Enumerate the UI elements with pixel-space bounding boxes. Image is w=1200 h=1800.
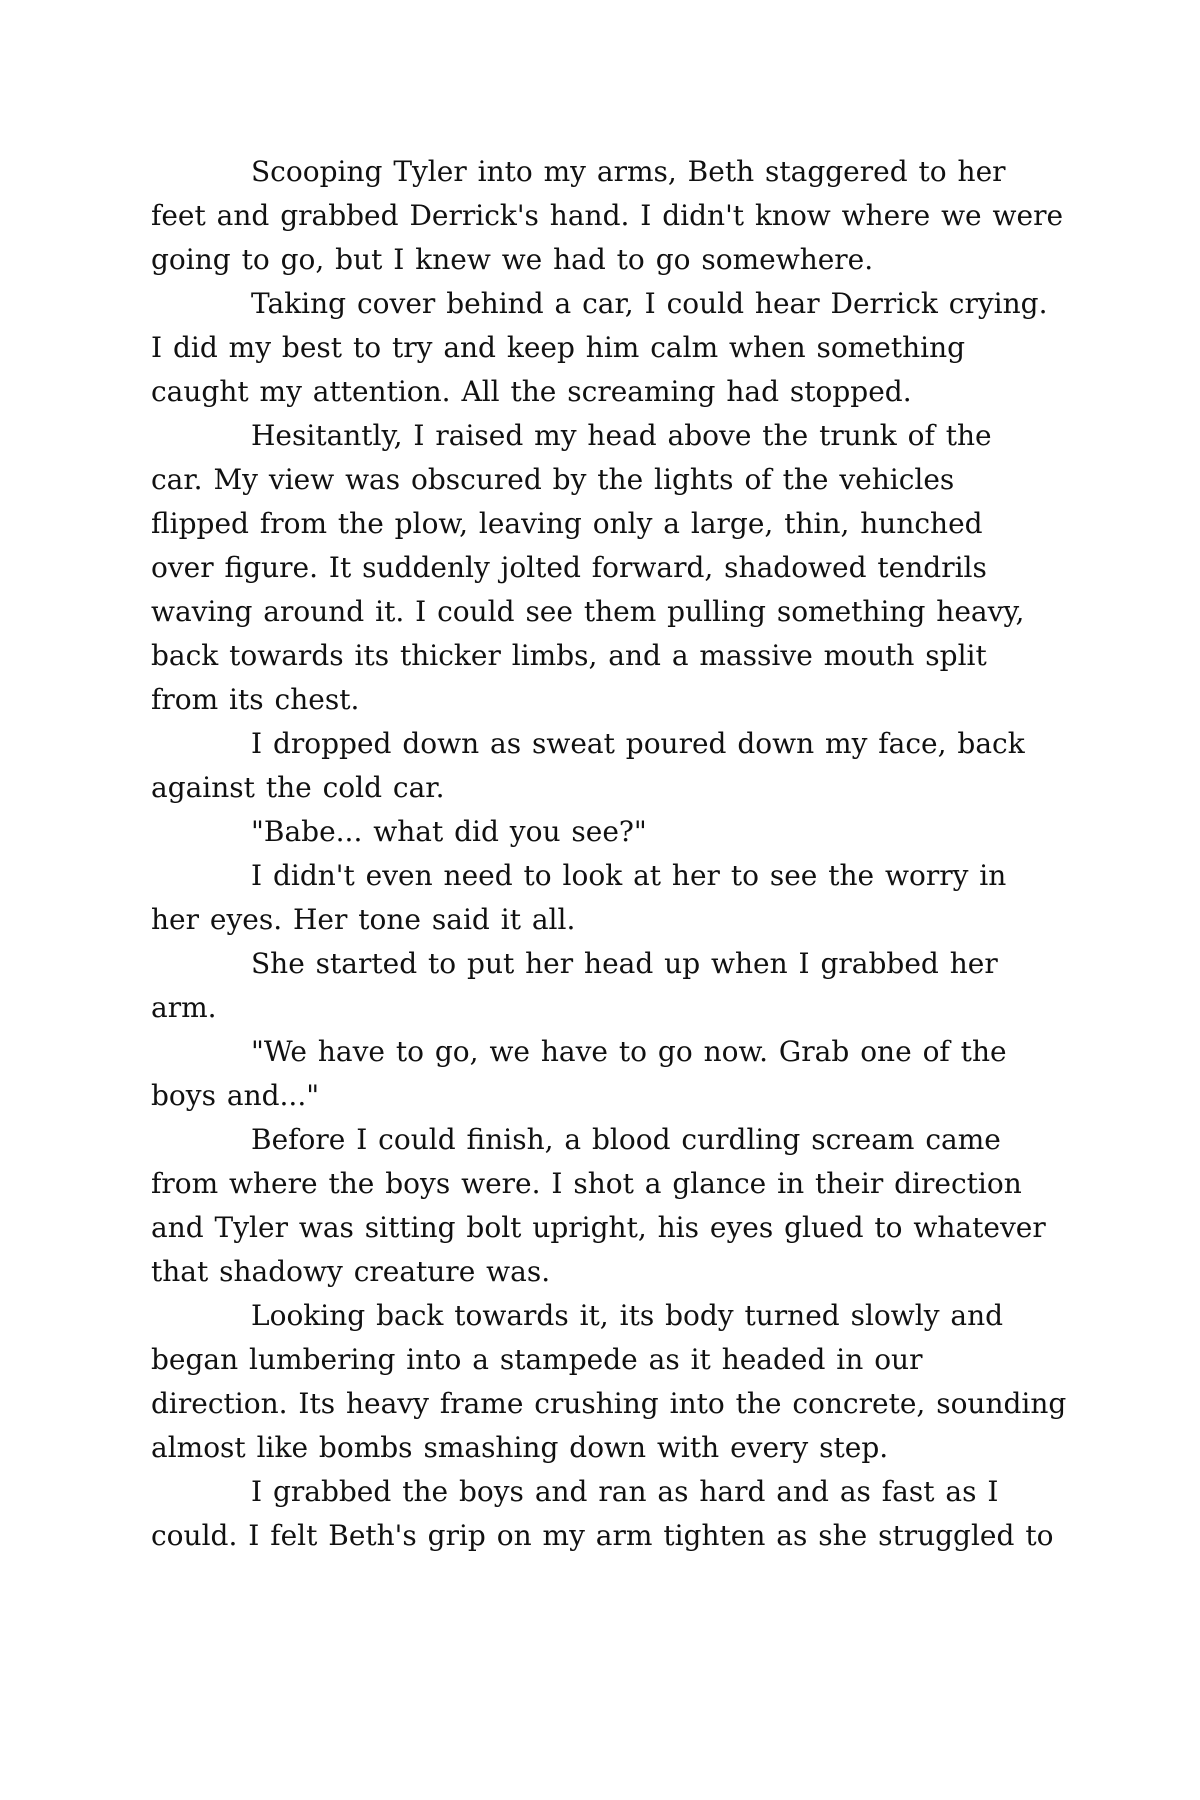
- text-line: direction. Its heavy frame crushing into the concrete, sounding: [151, 1387, 1067, 1420]
- story-text: [151, 150, 1067, 1558]
- text-line: from where the boys were. I shot a glance in their direction: [151, 1167, 1022, 1200]
- text-line: boys and...": [151, 1079, 320, 1112]
- text-line: flipped from the plow, leaving only a large, thin, hunched: [151, 507, 983, 540]
- text-line: Looking back towards it, its body turned slowly and: [251, 1299, 1004, 1332]
- text-line: back towards its thicker limbs, and a massive mouth split: [151, 639, 987, 672]
- text-line: that shadowy creature was.: [151, 1255, 551, 1288]
- text-line: She started to put her head up when I grabbed her: [251, 947, 998, 980]
- text-line: over figure. It suddenly jolted forward, shadowed tendrils: [151, 551, 987, 584]
- text-line: I did my best to try and keep him calm when something: [151, 331, 966, 364]
- text-line: and Tyler was sitting bolt upright, his eyes glued to whatever: [151, 1211, 1046, 1244]
- text-line: I grabbed the boys and ran as hard and as fast as I: [251, 1475, 999, 1508]
- text-line: Scooping Tyler into my arms, Beth staggered to her: [251, 155, 1006, 188]
- text-line: Taking cover behind a car, I could hear Derrick crying.: [251, 287, 1048, 320]
- text-line: car. My view was obscured by the lights of the vehicles: [151, 463, 955, 496]
- text-line: arm.: [151, 991, 217, 1024]
- text-line: "Babe... what did you see?": [251, 815, 647, 848]
- text-line: her eyes. Her tone said it all.: [151, 903, 576, 936]
- text-line: against the cold car.: [151, 771, 445, 804]
- text-line: could. I felt Beth's grip on my arm tighten as she struggled to: [151, 1519, 1054, 1552]
- text-line: Before I could finish, a blood curdling scream came: [251, 1123, 1001, 1156]
- text-line: began lumbering into a stampede as it headed in our: [151, 1343, 923, 1376]
- text-line: going to go, but I knew we had to go somewhere.: [151, 243, 874, 276]
- text-line: from its chest.: [151, 683, 360, 716]
- text-line: caught my attention. All the screaming had stopped.: [151, 375, 912, 408]
- text-line: "We have to go, we have to go now. Grab one of the: [251, 1035, 1007, 1068]
- text-line: I didn't even need to look at her to see the worry in: [251, 859, 1007, 892]
- text-line: Hesitantly, I raised my head above the trunk of the: [251, 419, 992, 452]
- text-line: almost like bombs smashing down with every step.: [151, 1431, 889, 1464]
- text-line: I dropped down as sweat poured down my face, back: [251, 727, 1025, 760]
- text-line: feet and grabbed Derrick's hand. I didn't know where we were: [151, 199, 1064, 232]
- text-line: waving around it. I could see them pulling something heavy,: [151, 595, 1025, 628]
